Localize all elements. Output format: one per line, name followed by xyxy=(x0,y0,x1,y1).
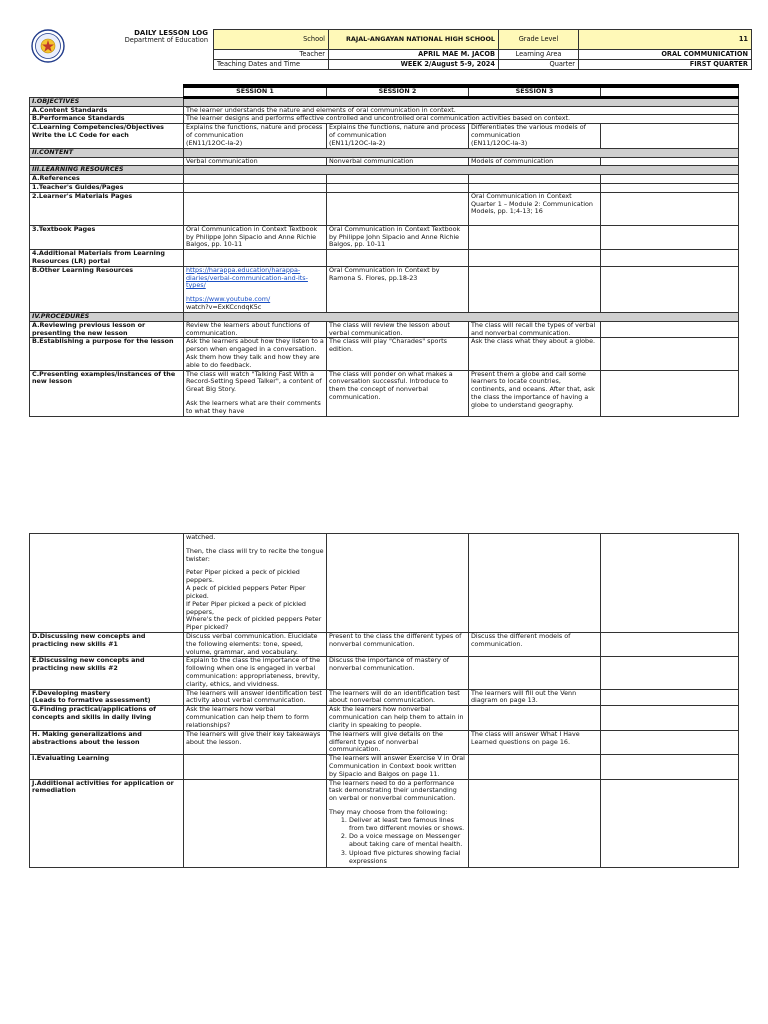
other-resources-label: B.Other Learning Resources xyxy=(30,266,184,312)
session-header-row xyxy=(30,86,739,97)
competencies-s2: Explains the functions, nature and process of communication (EN11/12OC-Ia-2) xyxy=(327,124,469,148)
discussing1-s3: Discuss the different models of communication. xyxy=(469,632,601,656)
textbook-pages-label: 3.Textbook Pages xyxy=(30,225,184,249)
textbook-s1: Oral Communication in Context Textbook by Philippe John Sipacio and Anne Richie Balgos, pp. 10-11 xyxy=(184,225,327,249)
additional-activities-label: J.Additional activities for application or remediation xyxy=(30,779,184,867)
competencies-row xyxy=(30,124,739,148)
youtube-link-tail: watch?v=ExKCcndqK5c xyxy=(186,303,262,312)
deped-seal-icon xyxy=(31,29,65,63)
additional-activities-p2: They may choose from the following: xyxy=(329,808,448,816)
textbook-s2: Oral Communication in Context Textbook by Philippe John Sipacio and Anne Richie Balgos, pp. 10-11 xyxy=(327,225,469,249)
competencies-label: C.Learning Competencies/Objectives Write the LC Code for each xyxy=(30,124,184,148)
competencies-s3: Differentiates the various models of communication (EN11/12OC-Ia-3) xyxy=(469,124,601,148)
discussing2-row xyxy=(30,657,739,689)
applications-s1: Ask the learners how verbal communication can help them to form relationships? xyxy=(184,706,327,730)
generalizations-s1: The learners will give their key takeaways about the lesson. xyxy=(184,730,327,754)
references-label: A.References xyxy=(30,175,184,184)
content-standards-label: A.Content Standards xyxy=(30,106,184,115)
presenting-continued-s1 xyxy=(184,534,327,633)
purpose-s3: Ask the class what they about a globe. xyxy=(469,338,601,370)
generalizations-s2: The learners will give details on the different types of nonverbal communication. xyxy=(327,730,469,754)
content-standards-value: The learner understands the nature and elements of oral communication in context. xyxy=(184,106,739,115)
teacher-guides-label: 1.Teacher's Guides/Pages xyxy=(30,183,184,192)
presenting-s1-p2: Ask the learners what are their comments to what they have xyxy=(186,399,321,415)
learner-materials-row xyxy=(30,192,739,225)
teaching-dates-value: WEEK 2/August 5-9, 2024 xyxy=(329,60,499,70)
purpose-row xyxy=(30,338,739,370)
discussing1-s2: Present to the class the different types of nonverbal communication. xyxy=(327,632,469,656)
additional-activities-row xyxy=(30,779,739,867)
resources-section-title: III.LEARNING RESOURCES xyxy=(30,166,184,175)
session-3-header: SESSION 3 xyxy=(469,86,601,97)
reviewing-label: A.Reviewing previous lesson or presenting the new lesson xyxy=(30,321,184,338)
other-resources-row xyxy=(30,266,739,312)
teaching-dates-label: Teaching Dates and Time xyxy=(214,60,329,70)
lesson-log-table-continued xyxy=(29,533,739,868)
content-values-row xyxy=(30,157,739,166)
purpose-s2: The class will play "Charades" sports edition. xyxy=(327,338,469,370)
applications-s3 xyxy=(469,706,601,730)
other-resources-s2: Oral Communication in Context by Ramona S. Flores, pp.18-23 xyxy=(327,266,469,312)
procedures-section-row xyxy=(30,312,739,321)
additional-materials-row xyxy=(30,250,739,267)
quarter-value: FIRST QUARTER xyxy=(579,60,752,70)
discussing2-label: E.Discussing new concepts and practicing new skills #2 xyxy=(30,657,184,689)
applications-label: G.Finding practical/applications of concepts and skills in daily living xyxy=(30,706,184,730)
tongue-twister: Peter Piper picked a peck of pickled peppers. A peck of pickled peppers Peter Piper picked. If Peter Piper picked a peck of pickled peppers, Where's the peck of pickled peppers Peter Piper picked? xyxy=(186,568,322,632)
content-s3: Models of communication xyxy=(469,157,601,166)
header-info-table xyxy=(213,29,752,70)
quarter-label: Quarter xyxy=(499,60,579,70)
header-titles xyxy=(68,29,208,45)
additional-materials-label: 4.Additional Materials from Learning Resources (LR) portal xyxy=(30,250,184,267)
mastery-row xyxy=(30,689,739,706)
purpose-s1: Ask the learners about how they listen to a person when engaged in a conversation. Ask them how they talk and how they are able to do feedback. xyxy=(184,338,327,370)
discussing2-s1: Explain to the class the importance of the following when one is engaged in verbal communication: appropriateness, brevity, clarity, ethics, and vividness. xyxy=(184,657,327,689)
grade-label: Grade Level xyxy=(499,30,579,50)
performance-standards-value: The learner designs and performs effective controlled and uncontrolled oral communication activities based on context. xyxy=(184,115,739,124)
log-title: DAILY LESSON LOG xyxy=(134,29,208,37)
generalizations-row xyxy=(30,730,739,754)
mastery-label: F.Developing mastery (Leads to formative assessment) xyxy=(30,689,184,706)
mastery-s2: The learners will do an identification test about nonverbal communication. xyxy=(327,689,469,706)
grade-value: 11 xyxy=(579,30,752,50)
additional-activities-p1: The learners need to do a performance task demonstrating their understanding on verbal or nonverbal communication. xyxy=(329,778,457,803)
resources-section-row xyxy=(30,166,739,175)
content-s2: Nonverbal communication xyxy=(327,157,469,166)
mastery-s3: The learners will fill out the Venn diagram on page 13. xyxy=(469,689,601,706)
session-1-header: SESSION 1 xyxy=(184,86,327,97)
school-value: RAJAL-ANGAYAN NATIONAL HIGH SCHOOL xyxy=(329,30,499,50)
teacher-guides-row xyxy=(30,183,739,192)
reviewing-s1: Review the learners about functions of communication. xyxy=(184,321,327,338)
presenting-s3: Present them a globe and call some learners to locate countries, continents, and oceans. After that, ask the class the importance of having a globe to understand geography. xyxy=(469,370,601,416)
applications-row xyxy=(30,706,739,730)
purpose-label: B.Establishing a purpose for the lesson xyxy=(30,338,184,370)
competencies-s1: Explains the functions, nature and process of communication (EN11/12OC-Ia-2) xyxy=(184,124,327,148)
presenting-label: C.Presenting examples/instances of the new lesson xyxy=(30,370,184,416)
teacher-value: APRIL MAE M. JACOB xyxy=(329,50,499,60)
school-label: School xyxy=(214,30,329,50)
presenting-continued-p1: watched. xyxy=(186,533,216,541)
session-2-header: SESSION 2 xyxy=(327,86,469,97)
learner-materials-label: 2.Learner's Materials Pages xyxy=(30,192,184,225)
evaluating-s2: The learners will answer Exercise V in Oral Communication in Context book written by Sipacio and Balgos on page 11. xyxy=(327,755,469,779)
reviewing-s3: The class will recall the types of verbal and nonverbal communication. xyxy=(469,321,601,338)
discussing1-row xyxy=(30,632,739,656)
department-name: Department of Education xyxy=(124,36,208,45)
teacher-label: Teacher xyxy=(214,50,329,60)
discussing2-s2: Discuss the importance of mastery of nonverbal communication. xyxy=(327,657,469,689)
list-item: 1. Deliver at least two famous lines from two different movies or shows. xyxy=(349,817,466,833)
evaluating-row xyxy=(30,755,739,779)
discussing2-s3 xyxy=(469,657,601,689)
content-section-title: II.CONTENT xyxy=(30,148,184,157)
performance-task-list xyxy=(329,817,466,866)
discussing1-s1: Discuss verbal communication. Elucidate the following elements: tone, speed, volume, grammar, and vocabulary. xyxy=(184,632,327,656)
applications-s2: Ask the learners how nonverbal communication can help them to attain in clarity in speaking to people. xyxy=(327,706,469,730)
presenting-s1 xyxy=(184,370,327,416)
presenting-continued-row xyxy=(30,534,739,633)
lesson-log-table xyxy=(29,84,739,417)
list-item: 3. Upload five pictures showing facial expressions xyxy=(349,850,466,866)
youtube-link[interactable]: https://www.youtube.com/ xyxy=(186,295,271,304)
learning-area-value: ORAL COMMUNICATION xyxy=(579,50,752,60)
discussing1-label: D.Discussing new concepts and practicing new skills #1 xyxy=(30,632,184,656)
list-item: 2. Do a voice message on Messenger about taking care of mental health. xyxy=(349,833,466,849)
content-section-row xyxy=(30,148,739,157)
objectives-section-title: I.OBJECTIVES xyxy=(30,97,184,106)
references-row xyxy=(30,175,739,184)
presenting-continued-p2: Then, the class will try to recite the tongue twister: xyxy=(186,546,324,563)
presenting-row xyxy=(30,370,739,416)
mastery-s1: The learners will answer identification test activity about verbal communication. xyxy=(184,689,327,706)
other-resources-s1 xyxy=(184,266,327,312)
generalizations-label: H. Making generalizations and abstractions about the lesson xyxy=(30,730,184,754)
evaluating-label: I.Evaluating Learning xyxy=(30,755,184,779)
content-s1: Verbal communication xyxy=(184,157,327,166)
reviewing-s2: The class will review the lesson about verbal communication. xyxy=(327,321,469,338)
harappa-link[interactable]: https://harappa.education/harappa-diaries/verbal-communication-and-its-types/ xyxy=(186,265,308,290)
generalizations-s3: The class will answer What I Have Learned questions on page 16. xyxy=(469,730,601,754)
textbook-pages-row xyxy=(30,225,739,249)
procedures-section-title: IV.PROCEDURES xyxy=(30,312,184,321)
reviewing-row xyxy=(30,321,739,338)
objectives-section-row xyxy=(30,97,739,106)
presenting-s2: The class will ponder on what makes a conversation successful. Introduce to them the concept of nonverbal communication. xyxy=(327,370,469,416)
learning-area-label: Learning Area xyxy=(499,50,579,60)
additional-activities-s2 xyxy=(327,779,469,867)
performance-standards-label: B.Performance Standards xyxy=(30,115,184,124)
learner-materials-s3: Oral Communication in Context Quarter 1 – Module 2: Communication Models, pp. 1;4-13; 16 xyxy=(469,192,601,225)
presenting-s1-p1: The class will watch "Talking Fast With a Record-Setting Speed Talker", a content of Great Big Story. xyxy=(186,369,322,394)
